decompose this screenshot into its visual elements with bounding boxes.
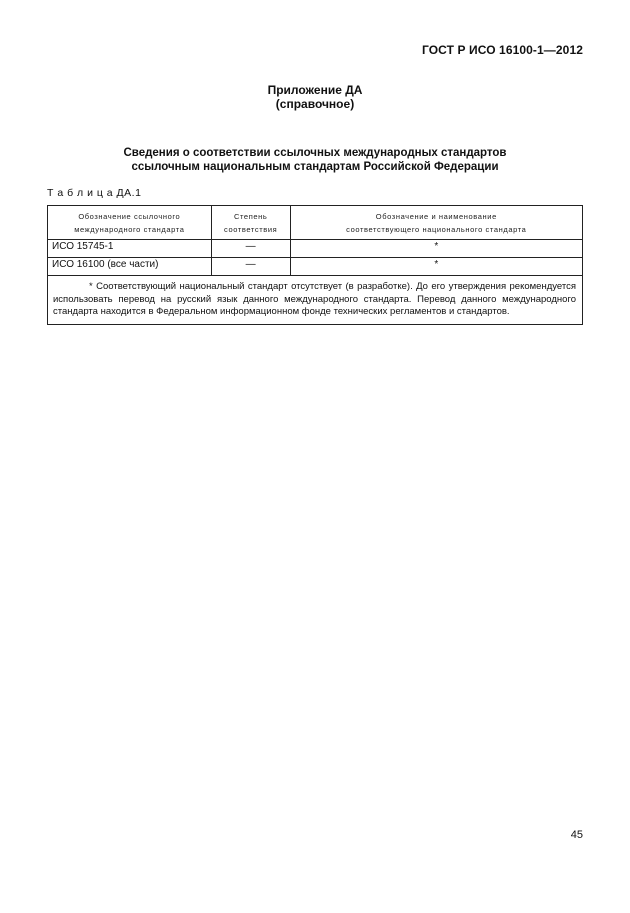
page-number: 45 (570, 829, 583, 841)
table-footnote (48, 276, 583, 325)
header-line: международного стандарта (74, 224, 185, 234)
appendix-heading (0, 83, 630, 111)
cell-standard: ИСО 15745-1 (48, 240, 212, 258)
cell-degree: — (211, 240, 290, 258)
column-header-international-standard (48, 206, 212, 240)
column-header-degree (211, 206, 290, 240)
table-footnote-row (48, 276, 583, 325)
column-header-national-standard (290, 206, 582, 240)
header-line: Обозначение и наименование (375, 211, 497, 221)
cell-degree: — (211, 258, 290, 276)
cell-national: * (290, 258, 582, 276)
section-title (0, 146, 630, 174)
header-line: Степень (233, 211, 268, 221)
header-line: соответствия (224, 224, 278, 234)
correspondence-table (47, 205, 583, 325)
table-header-row (48, 206, 583, 240)
document-code: ГОСТ Р ИСО 16100-1—2012 (421, 43, 583, 57)
table-row (48, 258, 583, 276)
table-caption: Т а б л и ц а ДА.1 (47, 187, 142, 199)
header-line: соответствующего национального стандарта (346, 224, 527, 234)
cell-standard: ИСО 16100 (все части) (48, 258, 212, 276)
cell-national: * (290, 240, 582, 258)
section-title-line-1: Сведения о соответствии ссылочных международных стандартов (123, 147, 507, 159)
table-row (48, 240, 583, 258)
header-line: Обозначение ссылочного (78, 211, 181, 221)
section-title-line-2: ссылочным национальным стандартам Российской Федерации (131, 161, 499, 173)
appendix-title: Приложение ДА (267, 83, 363, 97)
appendix-subtitle: (справочное) (275, 97, 355, 111)
footnote-text: * Соответствующий национальный стандарт отсутствует (в разработке). До его утверждения рекомендуется использовать перевод на русский язык данного международного стандарта. Перевод данного международного стандарта находится в Федеральном информационном фонде технических регламентов и стандартов. (53, 281, 576, 317)
